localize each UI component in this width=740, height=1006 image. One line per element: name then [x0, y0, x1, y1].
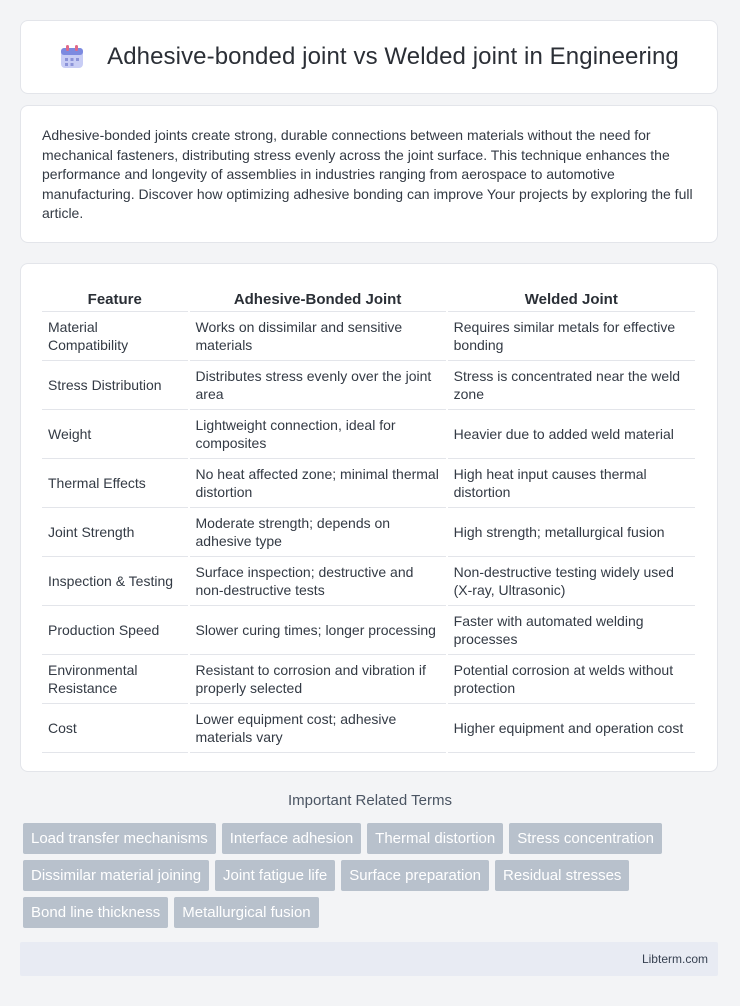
- adhesive-cell: Surface inspection; destructive and non-destructive tests: [190, 557, 446, 606]
- feature-cell: Inspection & Testing: [42, 557, 188, 606]
- table-row: [42, 459, 695, 508]
- adhesive-cell: Distributes stress evenly over the joint area: [190, 361, 446, 410]
- intro-card: [20, 105, 718, 243]
- related-term-tag[interactable]: Bond line thickness: [23, 897, 168, 928]
- feature-cell: Cost: [42, 704, 188, 753]
- related-term-tag[interactable]: Load transfer mechanisms: [23, 823, 216, 854]
- table-header-row: [42, 282, 695, 312]
- footer-brand[interactable]: Libterm.com: [641, 952, 708, 966]
- welded-cell: Potential corrosion at welds without protection: [448, 655, 695, 704]
- adhesive-cell: No heat affected zone; minimal thermal distortion: [190, 459, 446, 508]
- page-title: Adhesive-bonded joint vs Welded joint in Engineering: [107, 43, 679, 70]
- related-terms-title: Important Related Terms: [288, 792, 452, 809]
- table-row: [42, 312, 695, 361]
- comparison-card: [20, 263, 718, 772]
- table-row: [42, 606, 695, 655]
- table-row: [42, 704, 695, 753]
- welded-cell: Requires similar metals for effective bonding: [448, 312, 695, 361]
- related-term-tag[interactable]: Joint fatigue life: [215, 860, 335, 891]
- feature-cell: Material Compatibility: [42, 312, 188, 361]
- table-row: [42, 557, 695, 606]
- column-header-feature: Feature: [42, 282, 188, 312]
- related-term-tag[interactable]: Dissimilar material joining: [23, 860, 209, 891]
- adhesive-cell: Slower curing times; longer processing: [190, 606, 446, 655]
- related-term-tag[interactable]: Interface adhesion: [222, 823, 361, 854]
- related-term-tag[interactable]: Stress concentration: [509, 823, 662, 854]
- calendar-icon: [59, 44, 85, 70]
- table-row: [42, 410, 695, 459]
- adhesive-cell: Resistant to corrosion and vibration if properly selected: [190, 655, 446, 704]
- related-terms-list: [23, 823, 723, 934]
- comparison-table: [40, 282, 697, 753]
- related-term-tag[interactable]: Metallurgical fusion: [174, 897, 318, 928]
- welded-cell: High strength; metallurgical fusion: [448, 508, 695, 557]
- feature-cell: Weight: [42, 410, 188, 459]
- welded-cell: Non-destructive testing widely used (X-ray, Ultrasonic): [448, 557, 695, 606]
- welded-cell: Stress is concentrated near the weld zone: [448, 361, 695, 410]
- welded-cell: Faster with automated welding processes: [448, 606, 695, 655]
- related-term-tag[interactable]: Thermal distortion: [367, 823, 503, 854]
- table-row: [42, 655, 695, 704]
- feature-cell: Production Speed: [42, 606, 188, 655]
- footer: [20, 942, 718, 976]
- adhesive-cell: Moderate strength; depends on adhesive type: [190, 508, 446, 557]
- column-header-welded: Welded Joint: [448, 282, 695, 312]
- feature-cell: Joint Strength: [42, 508, 188, 557]
- table-row: [42, 508, 695, 557]
- adhesive-cell: Lightweight connection, ideal for composites: [190, 410, 446, 459]
- feature-cell: Environmental Resistance: [42, 655, 188, 704]
- related-term-tag[interactable]: Surface preparation: [341, 860, 489, 891]
- welded-cell: High heat input causes thermal distortion: [448, 459, 695, 508]
- table-row: [42, 361, 695, 410]
- feature-cell: Thermal Effects: [42, 459, 188, 508]
- welded-cell: Higher equipment and operation cost: [448, 704, 695, 753]
- adhesive-cell: Lower equipment cost; adhesive materials vary: [190, 704, 446, 753]
- related-term-tag[interactable]: Residual stresses: [495, 860, 629, 891]
- intro-text: Adhesive-bonded joints create strong, durable connections between materials without the need for mechanical fasteners, distributing stress evenly across the joint surface. This technique enhances the performance and longevity of assemblies in industries ranging from aerospace to automotive manufacturing. Discover how optimizing adhesive bonding can improve Your projects by exploring the full article.: [42, 127, 693, 222]
- column-header-adhesive: Adhesive-Bonded Joint: [190, 282, 446, 312]
- adhesive-cell: Works on dissimilar and sensitive materials: [190, 312, 446, 361]
- feature-cell: Stress Distribution: [42, 361, 188, 410]
- welded-cell: Heavier due to added weld material: [448, 410, 695, 459]
- header-card: [20, 20, 718, 94]
